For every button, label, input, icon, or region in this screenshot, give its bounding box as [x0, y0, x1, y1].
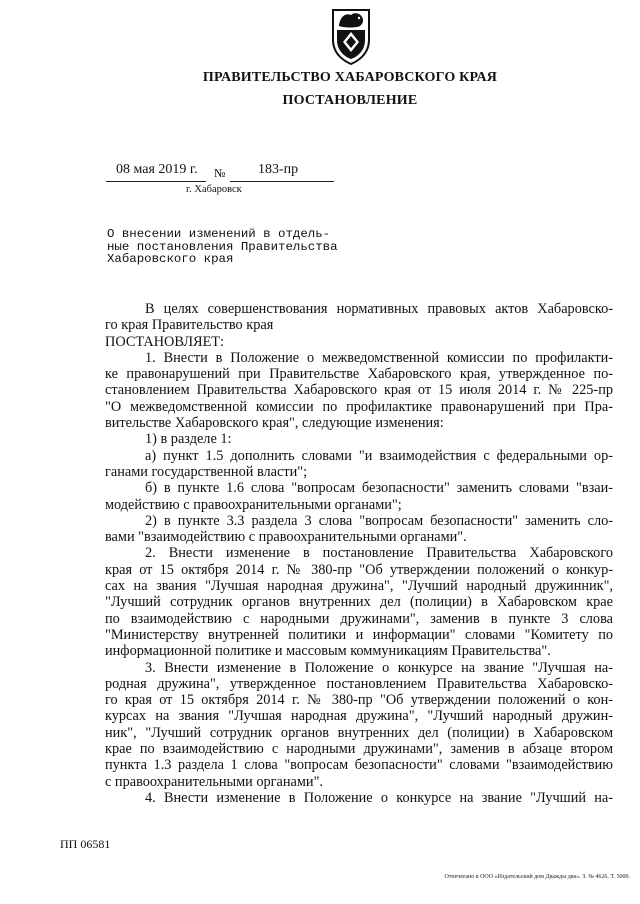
number-underline: [230, 181, 334, 182]
body-line: крае по взаимодействию с народными дружинами", заменив в абзаце втором: [105, 741, 613, 758]
document-code: ПП 06581: [60, 837, 111, 851]
subject-line: О внесении изменений в отдель-: [107, 227, 331, 241]
body-line: ПОСТАНОВЛЯЕТ:: [105, 333, 225, 350]
body-line: курсах на звания "Лучшая народная дружина", "Лучший народный дружин-: [105, 708, 613, 725]
date-underline: [106, 181, 206, 182]
body-line: 4. Внести изменение в Положение о конкурсе на звание "Лучший на-: [145, 789, 613, 806]
printer-imprint: Отпечатано в ООО «Издательский дом Дважды два». З. № 4626. Т. 5000.: [444, 874, 630, 880]
body-line: сах на звания "Лучшая народная дружина", "Лучший народный дружинник",: [105, 578, 613, 595]
body-line: ганами государственной власти";: [105, 463, 308, 480]
body-line: 1) в разделе 1:: [145, 431, 232, 448]
body-line: 3. Внести изменение в Положение о конкурсе на звание "Лучшая на-: [145, 659, 613, 676]
body-line: "Министерству внутренней политики и информации" словами "Комитету по: [105, 626, 613, 643]
body-line: с правоохранительными органами".: [105, 773, 323, 790]
body-line: пункта 1.3 раздела 1 слова "вопросам безопасности" словами "взаимодействию: [105, 757, 613, 774]
body-line: 2) в пункте 3.3 раздела 3 слова "вопросам безопасности" заменить сло-: [145, 512, 613, 529]
coat-of-arms-emblem: [330, 6, 372, 66]
body-line: а) пункт 1.5 дополнить словами "и взаимодействия с федеральными ор-: [145, 447, 613, 464]
body-line: В целях совершенствования нормативных правовых актов Хабаровско-: [145, 301, 613, 317]
body-line: края от 15 октября 2014 г. № 380-пр "Об утверждении положений о конкур-: [105, 561, 613, 578]
body-line: го края Правительство края: [105, 317, 274, 334]
body-line: по взаимодействию с народными дружинами", заменив в пункте 3 слова: [105, 610, 613, 627]
body-line: ник", "Лучший сотрудник органов внутренних дел (полиции) в Хабаровском: [105, 724, 613, 741]
subject-line: Хабаровского края: [107, 252, 234, 266]
body-line: ке правонарушений при Правительстве Хабаровского края, утвержденное по-: [105, 366, 613, 383]
body-line: 1. Внести в Положение о межведомственной комиссии по профилакти-: [145, 349, 613, 366]
body-line: б) в пункте 1.6 слова "вопросам безопасности" заменить словами "взаи-: [145, 480, 613, 497]
doc-type-title: ПОСТАНОВЛЕНИЕ: [282, 93, 418, 108]
document-subject: [107, 228, 357, 266]
body-line: вительстве Хабаровского края", следующие изменения:: [105, 415, 444, 432]
body-line: го края от 15 октября 2014 г. № 380-пр "Об утверждении положений о кон-: [105, 692, 613, 709]
body-line: становлением Правительства Хабаровского края от 15 июля 2014 г. № 225-пр: [105, 382, 613, 399]
body-line: модействию с правоохранительными органами";: [105, 496, 402, 513]
org-title: ПРАВИТЕЛЬСТВО ХАБАРОВСКОГО КРАЯ: [202, 70, 498, 85]
body-line: родная дружина", утвержденное постановлением Правительства Хабаровско-: [105, 675, 613, 692]
number-sign-label: №: [214, 166, 226, 180]
subject-line: ные постановления Правительства: [107, 239, 338, 254]
document-number: 183-пр: [258, 162, 299, 177]
body-line: "О межведомственной комиссии по профилактике правонарушений при Пра-: [105, 398, 613, 415]
document-date: 08 мая 2019 г.: [116, 162, 198, 177]
document-body: [105, 301, 613, 806]
body-line: 2. Внести изменение в постановление Правительства Хабаровского: [145, 545, 613, 562]
body-line: информационной политике и массовым коммуникациям Правительства".: [105, 643, 551, 660]
body-line: вами "взаимодействию с правоохранительными органами".: [105, 529, 467, 546]
body-line: "Лучший сотрудник органов внутренних дел (полиции) в Хабаровском крае: [105, 594, 613, 611]
document-city: г. Хабаровск: [186, 184, 242, 195]
